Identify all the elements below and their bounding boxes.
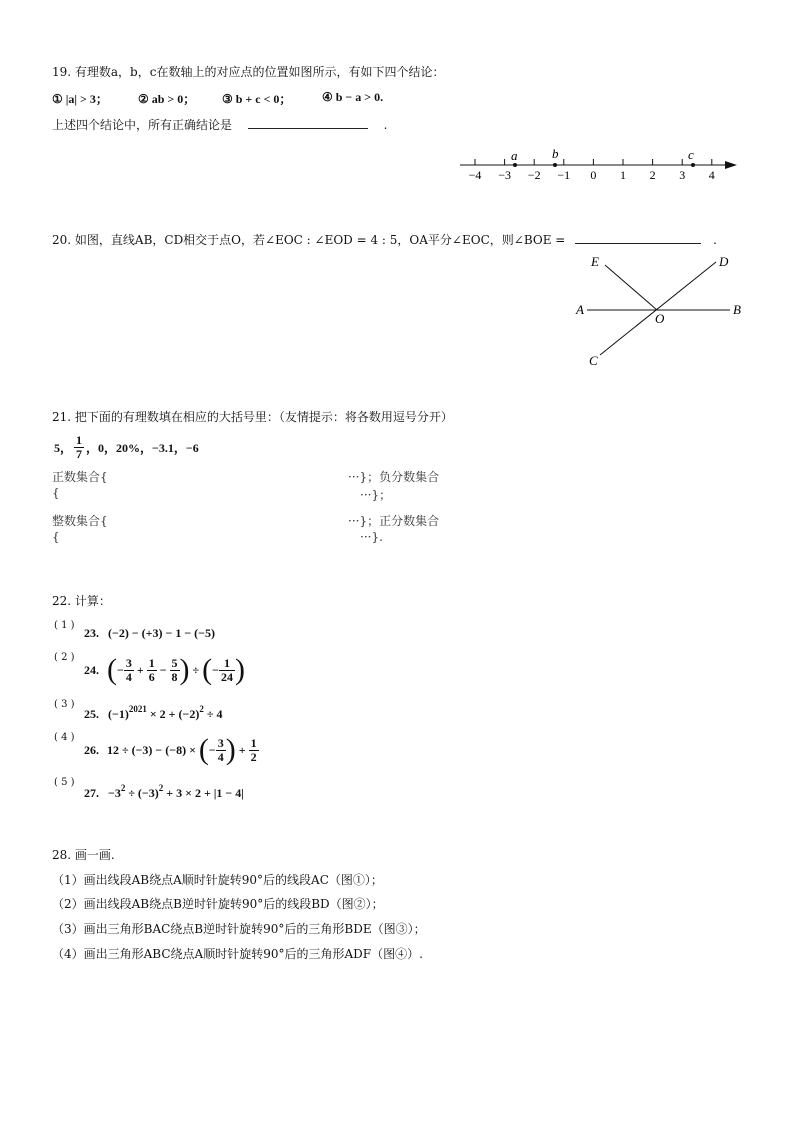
label-O: O <box>655 311 665 326</box>
q22-item-5 <box>84 783 244 801</box>
q21-fraction <box>74 434 84 461</box>
point-a-label: a <box>511 148 518 163</box>
number-line-tick-label: −1 <box>557 168 571 182</box>
q28-line-4: （4）画出三角形ABC绕点A顺时针旋转90°后的三角形ADF（图④）. <box>52 947 423 961</box>
point-a-dot <box>513 163 517 167</box>
number-line-arrow <box>725 161 737 169</box>
set-integer-end: ···}；正分数集合 <box>348 514 440 528</box>
expression-23: (−2) − (+3) − 1 − (−5) <box>108 626 216 640</box>
q19-conclusion-1: ① |a| > 3； <box>52 92 108 106</box>
q21-numbers <box>54 432 199 462</box>
set-neg-fraction-end: ···}； <box>360 488 392 502</box>
q19-conclusion-3: ③ b + c < 0； <box>222 92 292 106</box>
point-b-label: b <box>552 146 559 161</box>
set-positive: 正数集合{ <box>52 470 108 484</box>
label-A: A <box>576 302 584 317</box>
angle-diagram <box>570 250 750 375</box>
q22-item-1 <box>84 626 215 641</box>
number-line-tick-label: 0 <box>590 168 597 182</box>
expression-26: 12 ÷ (−3) − (−8) × ( − $\frac{3}{4}$ ) + $\frac{1}{2}$ <box>107 733 257 766</box>
q22-index-1: ( 1 ) <box>54 620 75 631</box>
q28-line-2: （2）画出线段AB绕点B逆时针旋转90°后的线段BD（图②）； <box>52 897 384 911</box>
item-number: 23. <box>84 626 99 640</box>
q28-line-3: （3）画出三角形BAC绕点B逆时针旋转90°后的三角形BDE（图③）； <box>52 922 426 936</box>
number-line-tick-label: −3 <box>498 168 511 182</box>
label-B: B <box>733 302 741 317</box>
q21-title: 21. 把下面的有理数填在相应的大括号里：（友情提示：将各数用逗号分开） <box>52 410 453 424</box>
q19-question-text: 上述四个结论中，所有正确结论是 <box>52 118 233 132</box>
number-line-tick-label: 3 <box>679 168 686 182</box>
q20-question-text: 20. 如图，直线AB，CD相交于点O，若∠EOC : ∠EOD = 4 : 5，OA平分∠EOC，则∠BOE = <box>52 233 566 247</box>
label-E: E <box>591 254 599 269</box>
q19-title: 19. 有理数a，b，c在数轴上的对应点的位置如图所示，有如下四个结论： <box>52 65 445 79</box>
q19-conclusion-4: ④ b − a > 0. <box>322 90 384 104</box>
q28-line-1: （1）画出线段AB绕点A顺时针旋转90°后的线段AC（图①）； <box>52 873 383 887</box>
q22-item-2 <box>84 654 245 686</box>
expression-25: $(-1)^{2021} \times 2 + (-2)^2 \div 4$ <box>108 704 223 721</box>
answer-blank[interactable] <box>248 116 368 129</box>
q21-frac-num: 1 <box>76 432 83 447</box>
q22-index-2: ( 2 ) <box>54 652 75 663</box>
q22-index-4: ( 4 ) <box>54 732 75 743</box>
point-c-label: c <box>688 147 694 162</box>
expression-27: $-3^2 \div (-3)^2 + 3 \times 2 + |1 - 4|$ <box>108 783 244 800</box>
point-c-dot <box>691 163 695 167</box>
q20-text <box>52 231 717 248</box>
q28-title: 28. 画一画. <box>52 848 115 862</box>
q22-item-4 <box>84 734 259 766</box>
q20-end: . <box>713 233 717 247</box>
q22-item-3 <box>84 704 222 722</box>
point-b-dot <box>553 163 557 167</box>
q22-index-3: ( 3 ) <box>54 699 75 710</box>
q22-title: 22. 计算： <box>52 594 111 608</box>
number-line-tick-label: 1 <box>620 168 626 182</box>
expression-24: ( − $\frac{3}{4}$ + $\frac{1}{6}$ − $\frac{5}{8}$ ) ÷ ( − $\frac{1}{24}$ ) <box>107 653 245 686</box>
q19-conclusion-2: ② ab > 0； <box>138 92 196 106</box>
answer-blank[interactable] <box>575 231 701 244</box>
number-line-tick-label: −4 <box>468 168 482 182</box>
ray-OE <box>605 265 657 310</box>
number-line-tick-label: 2 <box>649 168 656 182</box>
number-line <box>455 145 745 185</box>
label-C: C <box>589 353 598 368</box>
set-pos-fraction-open: { <box>52 530 60 544</box>
q21-numbers-rest: ，0，20%，−3.1，−6 <box>86 440 199 455</box>
q21-frac-den: 7 <box>76 446 83 461</box>
q19-question <box>52 116 388 133</box>
set-integer: 整数集合{ <box>52 514 108 528</box>
set-neg-fraction-open: { <box>52 486 60 500</box>
number-line-tick-label: −2 <box>527 168 541 182</box>
item-number: 24. <box>84 662 99 677</box>
item-number: 25. <box>84 707 99 721</box>
item-number: 26. <box>84 742 99 757</box>
item-number: 27. <box>84 786 99 800</box>
set-pos-fraction-end: ···}. <box>360 530 383 544</box>
number-line-tick-label: 4 <box>708 168 715 182</box>
q22-index-5: ( 5 ) <box>54 777 75 788</box>
set-positive-end: ···}；负分数集合 <box>348 470 440 484</box>
label-D: D <box>719 254 729 269</box>
q19-question-end: . <box>383 118 388 132</box>
q21-number-5: 5， <box>54 440 73 455</box>
